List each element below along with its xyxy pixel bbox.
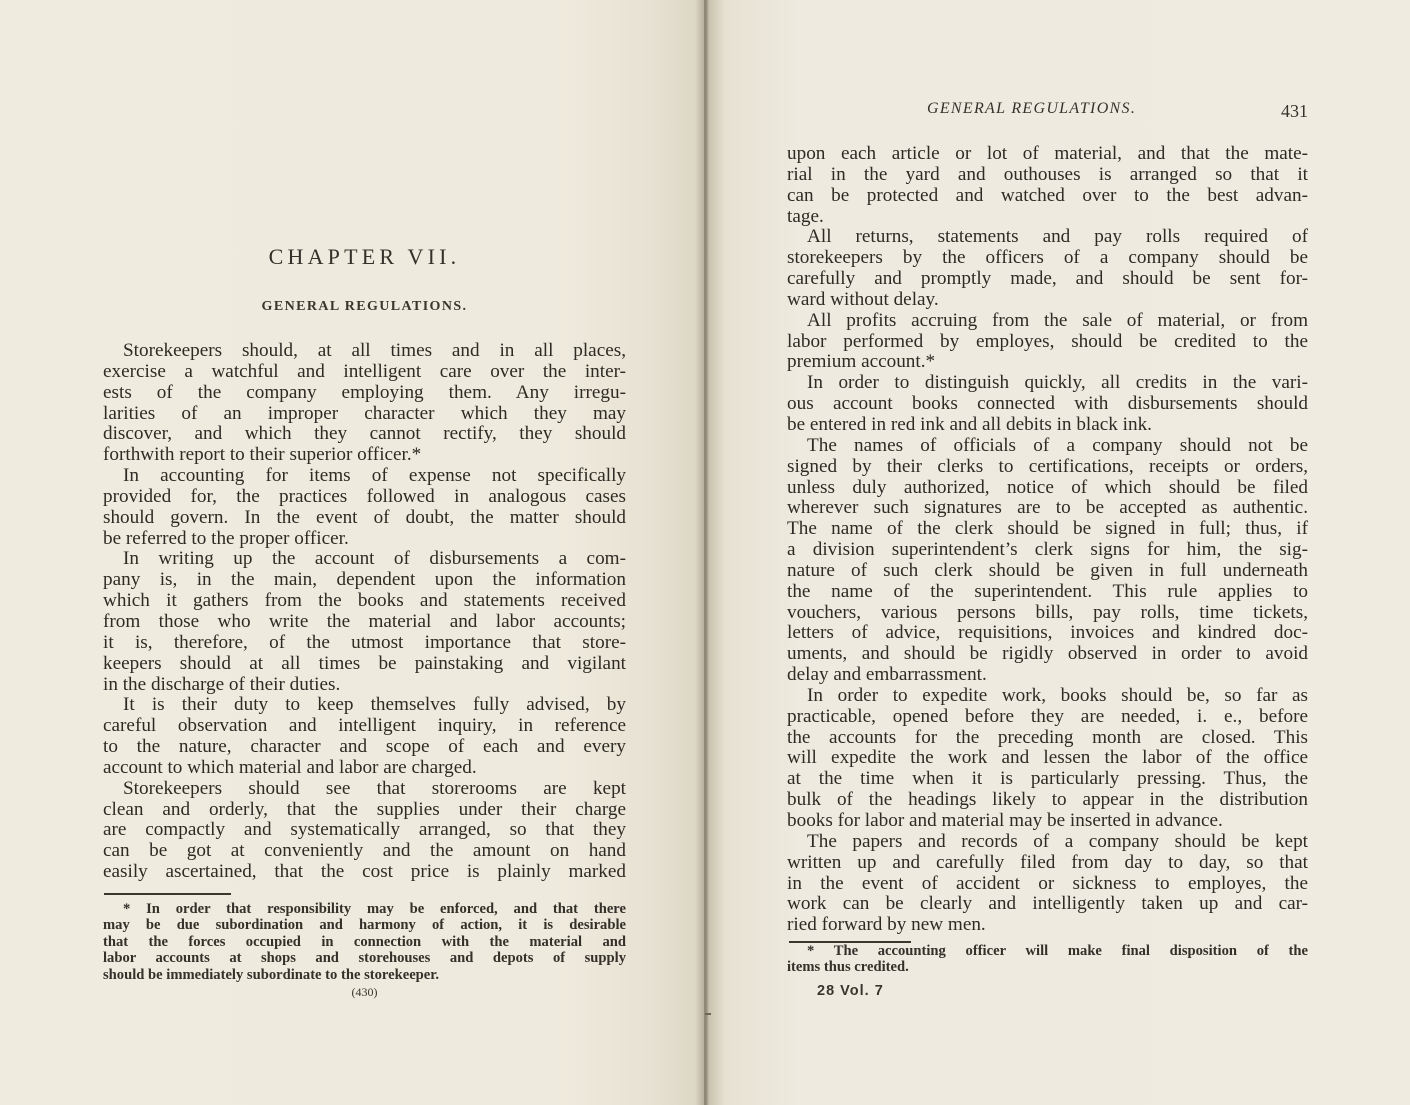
text-line: labor performed by employes, should be credited to the [787, 330, 1308, 352]
text-line: vouchers, various persons bills, pay rolls, time tickets, [787, 601, 1308, 623]
text-line: In order to distinguish quickly, all credits in the vari- [807, 372, 1308, 394]
text-line: It is their duty to keep themselves fully advised, by [123, 694, 626, 716]
text-line: items thus credited. [787, 959, 909, 976]
text-line: ests of the company employing them. Any irregu- [103, 381, 626, 403]
gutter-mark [705, 1013, 711, 1015]
text-line: which it gathers from the books and statements received [103, 590, 626, 612]
text-line: can be got at conveniently and the amount on hand [103, 840, 626, 862]
text-line: are compactly and systematically arranged, so that they [103, 819, 626, 841]
text-line: practicable, opened before they are needed, i. e., before [787, 705, 1308, 727]
running-head: GENERAL REGULATIONS. [927, 100, 1137, 117]
text-line: * The accounting officer will make final disposition of the [807, 943, 1308, 959]
text-line: clean and orderly, that the supplies under their charge [103, 798, 626, 820]
text-line: larities of an improper character which they may [103, 402, 626, 424]
text-line: unless duly authorized, notice of which should be filed [787, 476, 1308, 498]
text-line: from those who write the material and labor accounts; [103, 610, 626, 632]
text-line: * In order that responsibility may be enforced, and that there [123, 901, 626, 917]
text-line: rial in the yard and outhouses is arranged so that it [787, 163, 1308, 185]
text-line: a division superintendent’s clerk signs for him, the sig- [787, 539, 1308, 561]
text-line: forthwith report to their superior officer.* [103, 444, 422, 466]
left-body-text [103, 341, 626, 883]
text-line: it is, therefore, of the utmost importance that store- [103, 631, 626, 653]
text-line: pany is, in the main, dependent upon the information [103, 569, 626, 591]
page-number: 431 [1281, 101, 1308, 121]
text-line: may be due subordination and harmony of action, it is desirable [103, 917, 626, 934]
text-line: should be immediately subordinate to the storekeeper. [103, 966, 440, 983]
text-line: uments, and should be rigidly observed in order to avoid [787, 643, 1308, 665]
chapter-title: CHAPTER VII. [268, 244, 461, 269]
left-footnote [103, 901, 626, 983]
text-line: be entered in red ink and all debits in black ink. [787, 413, 1152, 435]
text-line: ous account books connected with disbursements should [787, 393, 1308, 415]
text-line: The papers and records of a company should be kept [807, 830, 1308, 852]
text-line: keepers should at all times be painstaking and vigilant [103, 652, 626, 674]
text-line: provided for, the practices followed in analogous cases [103, 485, 626, 507]
text-line: in the event of accident or sickness to employes, the [787, 872, 1308, 894]
text-line: can be protected and watched over to the best advan- [787, 184, 1308, 206]
book-gutter [704, 0, 706, 1105]
text-line: the name of the superintendent. This rule applies to [787, 580, 1308, 602]
text-line: The name of the clerk should be signed in full; thus, if [787, 518, 1308, 540]
text-line: In writing up the account of disbursements a com- [123, 548, 626, 570]
right-body-text [787, 144, 1308, 936]
text-line: premium account.* [787, 351, 936, 373]
text-line: will expedite the work and lessen the labor of the office [787, 747, 1308, 769]
chapter-subtitle: GENERAL REGULATIONS. [261, 299, 468, 314]
text-line: bulk of the headings likely to appear in the distribution [787, 789, 1308, 811]
text-line: tage. [787, 205, 824, 227]
text-line: Storekeepers should, at all times and in all places, [123, 340, 626, 361]
text-line: All returns, statements and pay rolls required of [807, 226, 1308, 248]
text-line: In accounting for items of expense not specifically [123, 465, 626, 487]
text-line: account to which material and labor are charged. [103, 756, 477, 778]
text-line: In order to expedite work, books should be, so far as [807, 684, 1308, 706]
text-line: that the forces occupied in connection with the material and [103, 933, 626, 950]
text-line: exercise a watchful and intelligent care over the inter- [103, 360, 626, 382]
text-line: in the discharge of their duties. [103, 673, 341, 695]
text-line: labor accounts at shops and storehouses and depots of supply [103, 950, 626, 967]
text-line: delay and embarrassment. [787, 664, 987, 686]
text-line: the accounts for the preceding month are closed. This [787, 726, 1308, 748]
text-line: written up and carefully filed from day to day, so that [787, 851, 1308, 873]
text-line: storekeepers by the officers of a company should be [787, 247, 1308, 269]
text-line: easily ascertained, that the cost price is plainly marked [103, 861, 626, 883]
text-line: at the time when it is particularly pressing. Thus, the [787, 768, 1308, 790]
text-line: nature of such clerk should be given in full underneath [787, 559, 1308, 581]
text-line: All profits accruing from the sale of material, or from [807, 309, 1308, 331]
text-line: signed by their clerks to certifications, receipts or orders, [787, 455, 1308, 477]
text-line: ward without delay. [787, 288, 939, 310]
text-line: ried forward by new men. [787, 914, 986, 936]
text-line: discover, and which they cannot rectify, they should [103, 423, 626, 445]
signature-mark: 28 Vol. 7 [817, 983, 884, 999]
text-line: work can be clearly and intelligently taken up and car- [787, 893, 1308, 915]
page-folio: (430) [351, 985, 378, 999]
text-line: upon each article or lot of material, and that the mate- [787, 143, 1308, 164]
text-line: carefully and promptly made, and should be sent for- [787, 268, 1308, 290]
text-line: books for labor and material may be inserted in advance. [787, 810, 1223, 831]
text-line: letters of advice, requisitions, invoices and kindred doc- [787, 622, 1308, 644]
text-line: The names of officials of a company should not be [807, 434, 1308, 456]
text-line: to the nature, character and scope of each and every [103, 736, 626, 758]
text-line: be referred to the proper officer. [103, 527, 349, 549]
text-line: wherever such signatures are to be accepted as authentic. [787, 497, 1308, 519]
text-line: should govern. In the event of doubt, the matter should [103, 506, 626, 528]
footnote-rule [104, 893, 231, 895]
right-footnote [787, 943, 1308, 976]
text-line: careful observation and intelligent inquiry, in reference [103, 715, 626, 737]
text-line: Storekeepers should see that storerooms are kept [123, 777, 626, 799]
